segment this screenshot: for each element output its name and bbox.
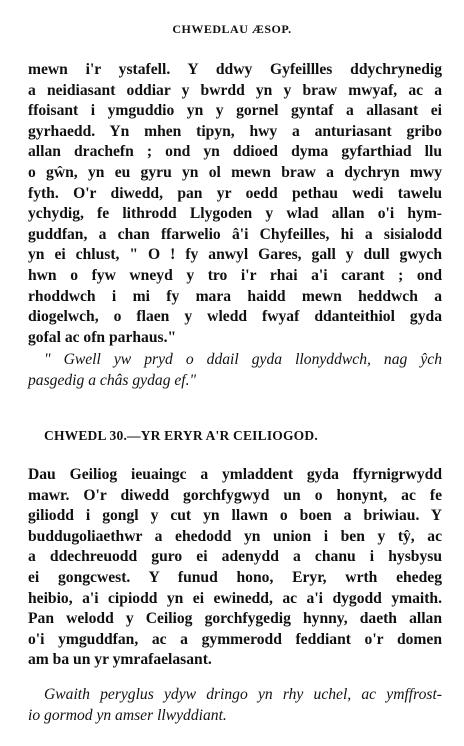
text-line: gofal ac ofn parhaus." [28, 328, 177, 346]
text-line: rhoddwch i mi fy mara haidd mewn heddwch a [28, 287, 442, 305]
text-line: heibio, a'i cipiodd yn ei ewinedd, ac a'i dygodd ymaith. [28, 589, 442, 607]
text-line: allan drachefn ; ond yn ddioed dyma gyfarthiad llu [28, 143, 442, 161]
text-line: gyrhaedd. Yn mhen tipyn, hwy a anturiasant gribo [28, 122, 442, 140]
text-line: Pan welodd y Ceiliog gorchfygedig hynny, daeth allan [28, 610, 442, 628]
text-line: hwn o fyw wneyd y tro i'r rhai a'i carant ; ond [28, 266, 442, 284]
text-line: diogelwch, o flaen y wledd fwyaf ddanteithiol gyda [28, 308, 442, 326]
running-header: CHWEDLAU ÆSOP. [172, 22, 292, 36]
text-line: o gŵn, yn eu gyru yn ol mewn braw a dychryn mwy [28, 163, 442, 181]
fable-30-moral [28, 685, 442, 726]
text-line: mewn i'r ystafell. Y ddwy Gyfeillles ddychrynedig [28, 61, 442, 78]
text-line: buddugoliaethwr a ehedodd yn union i ben y tŷ, ac [28, 527, 442, 545]
text-line: a neidiasant oddiar y bwrdd yn y braw mwyaf, ac a [28, 81, 442, 99]
text-line: mawr. O'r diwedd gorchfygwyd un o honynt, ac fe [28, 486, 442, 504]
text-line: ei gongcwest. Y funud hono, Eryr, wrth ehedeg [28, 568, 442, 586]
fable-30-heading: CHWEDL 30.—YR ERYR A'R CEILIOGOD. [44, 428, 318, 443]
text-line: fyth. O'r diwedd, pan yr oedd pethau wedi tawelu [28, 184, 442, 202]
text-line: guddfan, a chan ffarwelio â'i Chyfeilles, hi a sisialodd [28, 225, 442, 243]
text-line: o'i ymguddfan, ac a gymmerodd feddiant o'r domen [28, 630, 442, 648]
moral-line: io gormod yn amser llwyddiant. [28, 706, 227, 724]
moral-line: pasgedig a châs gydag ef." [28, 371, 197, 389]
text-line: ychydig, fe lithrodd Llygoden y wlad allan o'i hym- [28, 205, 442, 223]
text-line: giliodd i gongl y cut yn llawn o boen a briwiau. Y [28, 507, 442, 525]
moral-line: Gwaith peryglus ydyw dringo yn rhy uchel, ac ymffrost- [44, 686, 442, 703]
text-line: ffoisant i ymguddio yn y gornel gyntaf a allasant ei [28, 102, 442, 120]
text-line: am ba un yr ymrafaelasant. [28, 651, 212, 669]
moral-line: " Gwell yw pryd o ddail gyda llonyddwch, nag ŷch [44, 351, 442, 368]
fable-29-text [28, 60, 442, 348]
text-line: Dau Geiliog ieuaingc a ymladdent gyda ffyrnigrwydd [28, 466, 442, 483]
fable-29-moral [28, 350, 442, 391]
fable-30-text [28, 465, 442, 671]
text-line: a ddechreuodd guro ei adenydd a chanu i hysbysu [28, 548, 442, 566]
text-line: yn ei chlust, " O ! fy anwyl Gares, gall y dull gwych [28, 246, 442, 264]
